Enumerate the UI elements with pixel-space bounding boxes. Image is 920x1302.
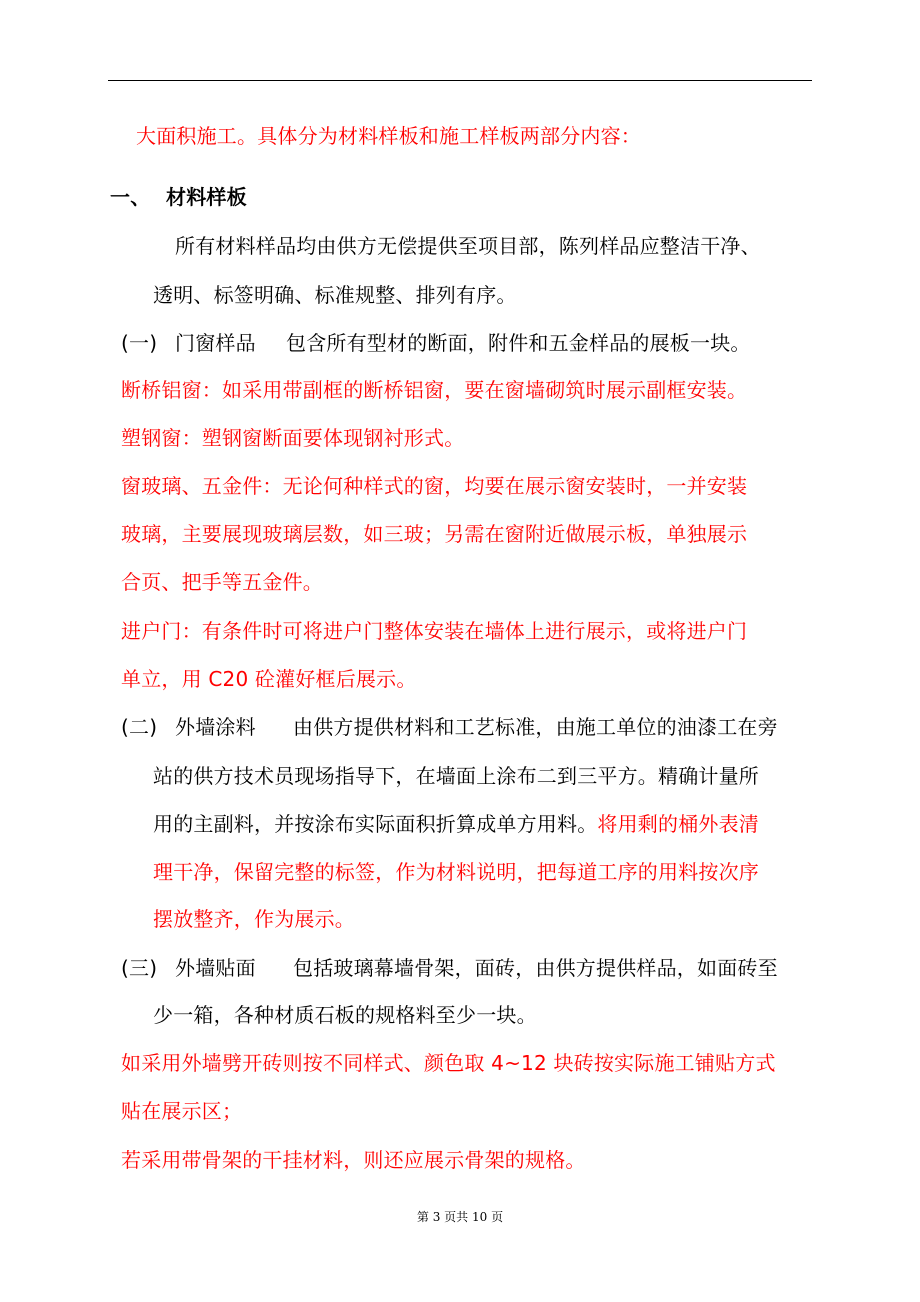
paragraph-1-line-2: 透明、标签明确、标准规整、排列有序。: [153, 283, 517, 307]
item-2-title: 外墙涂料: [175, 715, 256, 739]
item-1-title: 门窗样品: [175, 331, 256, 355]
item-2-number: (二): [121, 715, 158, 739]
item-1-text: 包含所有型材的断面，附件和五金样品的展板一块。: [286, 331, 751, 355]
item-2-line-2: 站的供方技术员现场指导下，在墙面上涂布二到三平方。精确计量所: [153, 764, 759, 788]
intro-line: 大面积施工。具体分为材料样板和施工样板两部分内容：: [136, 124, 641, 148]
item-3-number: (三): [121, 956, 158, 980]
red-note-line: 窗玻璃、五金件：无论何种样式的窗，均要在展示窗安装时，一并安装: [121, 474, 748, 498]
red-note-line: 如采用外墙劈开砖则按不同样式、颜色取 4~12 块砖按实际施工铺贴方式: [121, 1051, 776, 1075]
red-note-line: 断桥铝窗：如采用带副框的断桥铝窗，要在窗墙砌筑时展示副框安装。: [121, 378, 748, 402]
item-2-line-1: 由供方提供材料和工艺标准，由施工单位的油漆工在旁: [293, 715, 778, 739]
red-note-line: 进户门：有条件时可将进户门整体安装在墙体上进行展示，或将进户门: [121, 619, 748, 643]
item-2-line-3-black: 用的主副料，并按涂布实际面积折算成单方用料。: [153, 812, 598, 836]
section-1-title: 材料样板: [166, 185, 247, 209]
red-note-line: 塑钢窗：塑钢窗断面要体现钢衬形式。: [121, 426, 465, 450]
red-note-line: 贴在展示区；: [121, 1099, 243, 1123]
item-2-line-4: 理干净，保留完整的标签，作为材料说明，把每道工序的用料按次序: [153, 860, 759, 884]
item-2-line-3: [153, 812, 759, 836]
page-footer: 第 3 页共 10 页: [416, 1210, 504, 1224]
item-2-line-5: 摆放整齐，作为展示。: [153, 907, 355, 931]
red-note-line: 玻璃，主要展现玻璃层数，如三玻；另需在窗附近做展示板，单独展示: [121, 522, 748, 546]
item-3-line-1: 包括玻璃幕墙骨架，面砖，由供方提供样品，如面砖至: [293, 956, 778, 980]
header-rule: [108, 80, 812, 81]
red-note-line: 若采用带骨架的干挂材料，则还应展示骨架的规格。: [121, 1148, 586, 1172]
red-note-line: 单立，用 C20 砼灌好框后展示。: [121, 667, 417, 691]
section-1-number: 一、: [110, 185, 151, 209]
red-note-line: 合页、把手等五金件。: [121, 570, 323, 594]
item-2-line-3-red: 将用剩的桶外表清: [597, 812, 760, 836]
item-3-line-2: 少一箱，各种材质石板的规格料至少一块。: [153, 1003, 537, 1027]
paragraph-1-line-1: 所有材料样品均由供方无偿提供至项目部，陈列样品应整洁干净、: [175, 234, 761, 258]
item-3-title: 外墙贴面: [175, 956, 256, 980]
item-1-number: (一): [121, 331, 158, 355]
